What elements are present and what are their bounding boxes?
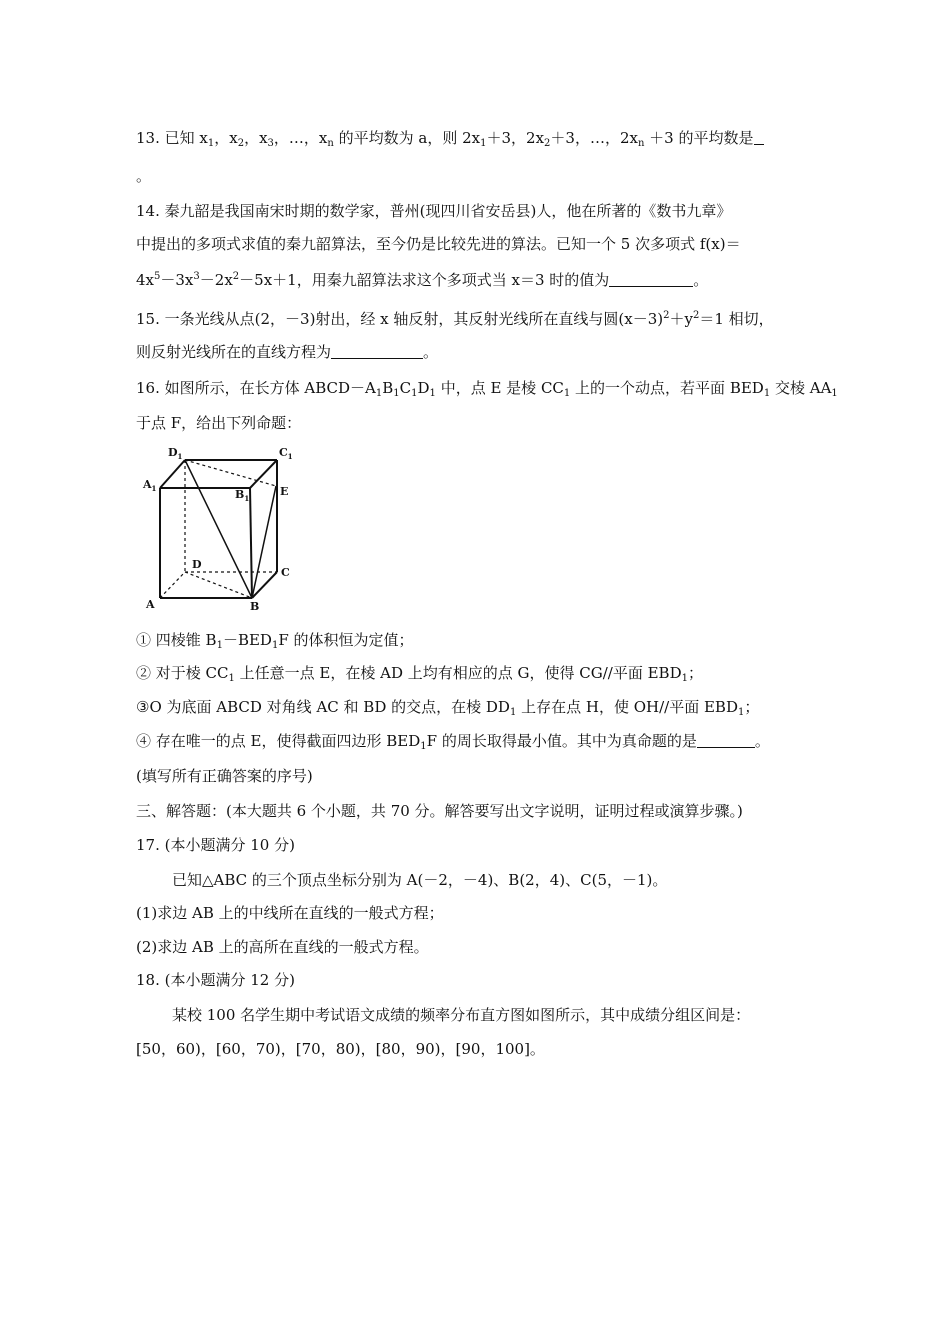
q18-title: 18. (本小题满分 12 分) [136, 971, 295, 989]
label-a1: $A_1$ [143, 478, 157, 493]
q18-intervals: [50，60)，[60，70)，[70，80)，[80，90)，[90，100]。 [136, 1040, 545, 1058]
q14-line3: $4x^5-3x^3-2x^2-5x+1$，用秦九韶算法求这个多项式当 x＝3 时的值为 。 [136, 271, 709, 289]
q14-line1: 14. 秦九韶是我国南宋时期的数学家，普州(现四川省安岳县)人，他在所著的《数书九章》 [136, 202, 732, 220]
q16-answer-blank [697, 732, 755, 748]
q15-line1: 15. 一条光线从点(2，－3)射出，经 x 轴反射，其反射光线所在直线与圆$(x-3)^2+y^2=1$ 相切， [136, 310, 774, 328]
q16-proposition-3: ③O 为底面 ABCD 对角线 AC 和 BD 的交点，在棱 $DD_1$ 上存在点 H，使 OH//平面 $EBD_1$； [136, 698, 760, 718]
label-e: E [280, 485, 289, 498]
label-d1: $D_1$ [168, 446, 183, 461]
q16-proposition-4: ④ 存在唯一的点 E，使得截面四边形 $BED_1F$ 的周长取得最小值。其中为真命题的是 。 [136, 732, 770, 752]
q15-answer-blank [331, 343, 423, 359]
q13-answer-blank [754, 129, 764, 145]
cuboid-figure [140, 440, 310, 615]
label-c1: $C_1$ [279, 446, 293, 461]
q17-part-2: (2)求边 AB 上的高所在直线的一般式方程。 [136, 938, 429, 956]
q17-title: 17. (本小题满分 10 分) [136, 836, 295, 854]
label-b: B [250, 600, 260, 613]
q16-note: (填写所有正确答案的序号) [136, 767, 313, 785]
q16-line1: 16. 如图所示，在长方体 $ABCD-A_1B_1C_1D_1$ 中，点 E 是棱 $CC_1$ 上的一个动点，若平面 $BED_1$ 交棱 $AA_1$ [136, 379, 838, 399]
section-3-heading: 三、解答题：(本大题共 6 个小题，共 70 分。解答要写出文字说明，证明过程或演算步骤。) [136, 802, 743, 820]
q17-part-1: (1)求边 AB 上的中线所在直线的一般式方程； [136, 904, 444, 922]
q16-line2: 于点 F，给出下列命题： [136, 414, 302, 432]
q15-line2: 则反射光线所在的直线方程为 。 [136, 343, 439, 361]
q14-line2: 中提出的多项式求值的秦九韶算法，至今仍是比较先进的算法。已知一个 5 次多项式 f(x)＝ [136, 235, 741, 253]
q17-stem: 已知△ABC 的三个顶点坐标分别为 A(－2，－4)、B(2，4)、C(5，－1)。 [172, 871, 668, 889]
label-c: C [281, 566, 290, 579]
label-b1: $B_1$ [235, 488, 250, 503]
q16-proposition-2: ② 对于棱 $CC_1$ 上任意一点 E，在棱 AD 上均有相应的点 G，使得 CG//平面 $EBD_1$； [136, 664, 704, 684]
q18-stem: 某校 100 名学生期中考试语文成绩的频率分布直方图如图所示，其中成绩分组区间是： [172, 1006, 751, 1024]
q16-proposition-1: ① 四棱锥 $B_1-BED_1F$ 的体积恒为定值； [136, 631, 414, 651]
q14-answer-blank [609, 271, 693, 287]
label-d: D [192, 558, 202, 571]
q13-line1: 13. 已知 $x_1$，$x_2$，$x_3$，…，$x_n$ 的平均数为 a，则 $2x_1+3$，$2x_2+3$，…，$2x_n +3$ 的平均数是 [136, 128, 764, 148]
q13-line2: 。 [136, 167, 152, 185]
label-a: A [146, 598, 155, 611]
